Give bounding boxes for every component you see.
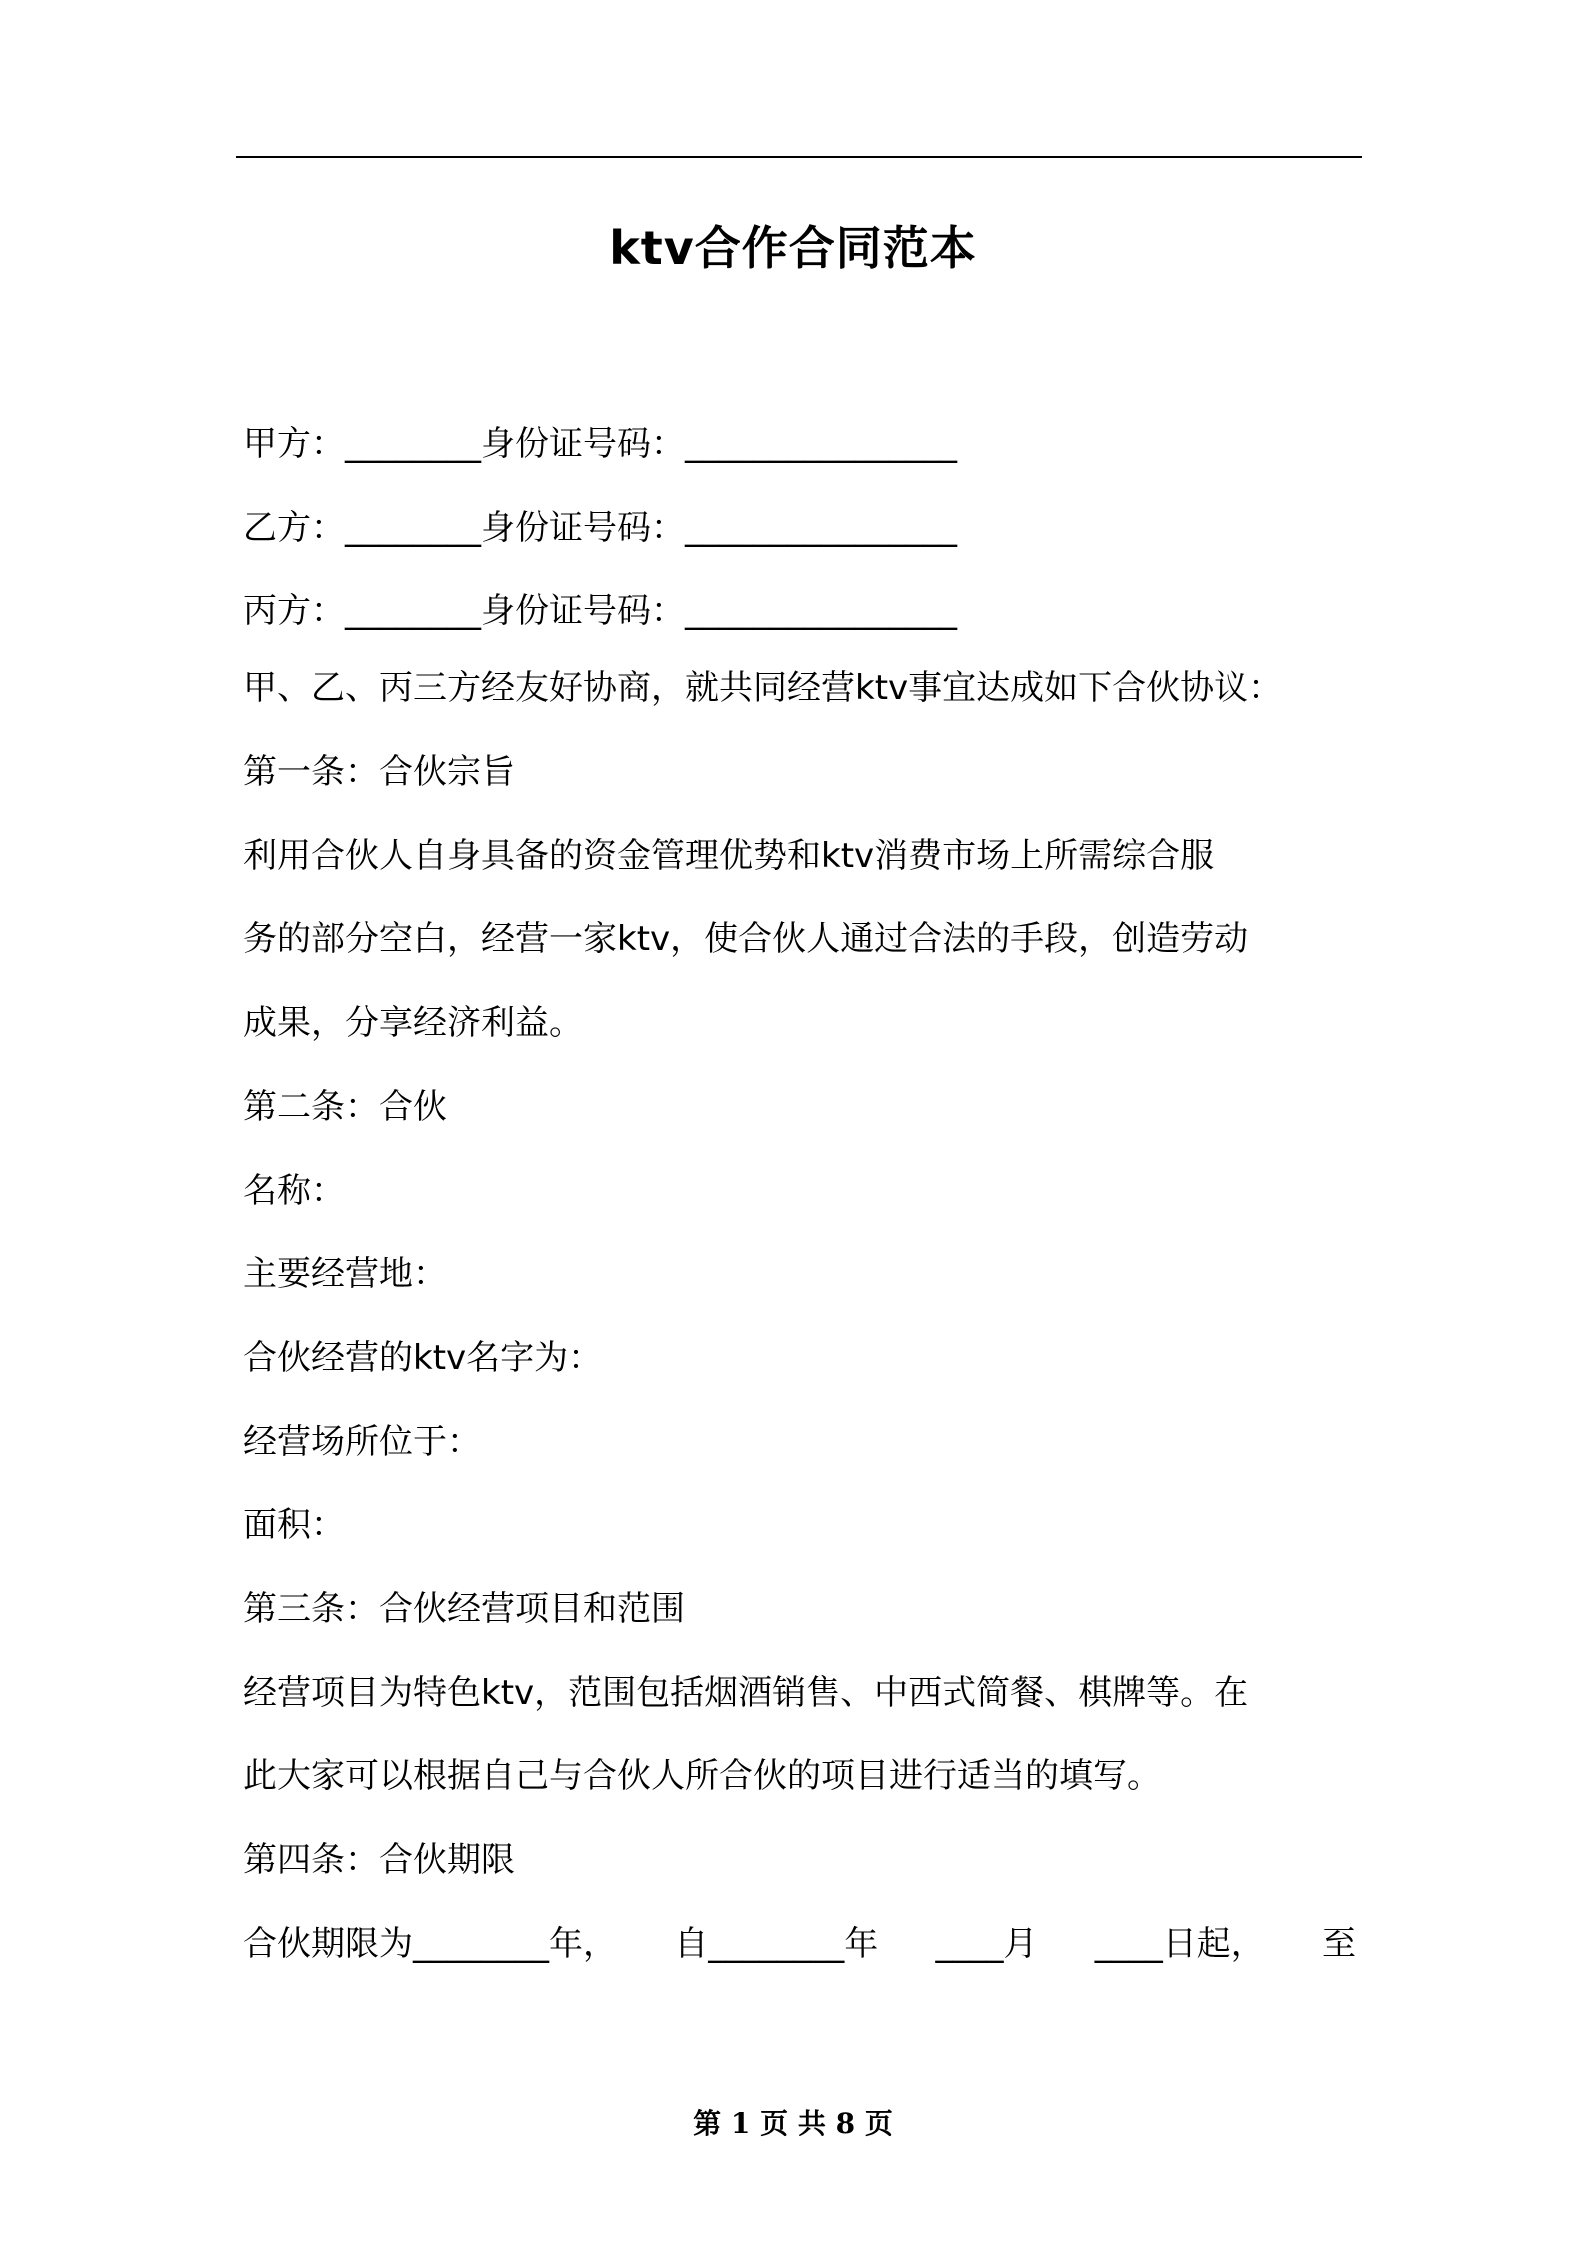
- header-rule: [236, 156, 1362, 158]
- field-ktv-name: 合伙经营的ktv名字为：: [243, 1338, 603, 1378]
- term-line: [243, 1922, 1356, 1966]
- paragraph-line: 此大家可以根据自己与合伙人所合伙的项目进行适当的填写。: [243, 1756, 1161, 1796]
- article-1-heading: 第一条：合伙宗旨: [243, 752, 515, 792]
- term-line-part: ____日起，: [1094, 1924, 1265, 1964]
- document-title: ktv合作合同范本: [609, 221, 977, 275]
- article-4-heading: 第四条：合伙期限: [243, 1840, 515, 1880]
- article-3-heading: 第三条：合伙经营项目和范围: [243, 1589, 685, 1629]
- field-main-location: 主要经营地：: [243, 1254, 447, 1294]
- paragraph-line: 经营项目为特色ktv，范围包括烟酒销售、中西式简餐、棋牌等。在: [243, 1673, 1249, 1713]
- party-a-line: 甲方：________身份证号码：________________: [243, 424, 957, 464]
- intro-paragraph: 甲、乙、丙三方经友好协商，就共同经营ktv事宜达成如下合伙协议：: [243, 668, 1283, 708]
- party-b-line: 乙方：________身份证号码：________________: [243, 508, 957, 548]
- field-premises: 经营场所位于：: [243, 1422, 481, 1462]
- field-area: 面积：: [243, 1505, 345, 1545]
- party-c-line: 丙方：________身份证号码：________________: [243, 591, 957, 631]
- term-line-part: ____月: [935, 1924, 1038, 1964]
- article-2-heading: 第二条：合伙: [243, 1087, 447, 1127]
- field-name: 名称：: [243, 1171, 345, 1211]
- paragraph-line: 利用合伙人自身具备的资金管理优势和ktv消费市场上所需综合服: [243, 836, 1215, 876]
- paragraph-line: 务的部分空白，经营一家ktv，使合伙人通过合法的手段，创造劳动: [243, 919, 1249, 959]
- page-number: 第 1 页 共 8 页: [693, 2107, 893, 2140]
- term-line-part: 自________年: [674, 1924, 879, 1964]
- term-line-part: 合伙期限为________年，: [243, 1924, 617, 1964]
- paragraph-line: 成果，分享经济利益。: [243, 1003, 583, 1043]
- term-line-part: 至: [1322, 1924, 1356, 1964]
